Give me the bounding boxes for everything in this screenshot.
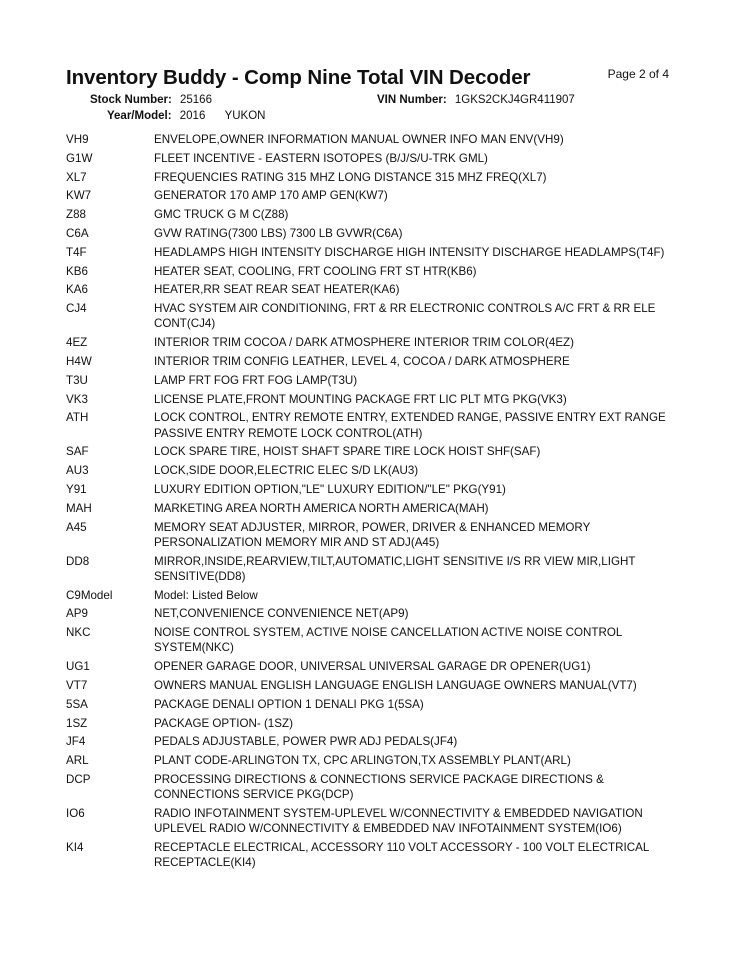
stock-number (90, 94, 212, 106)
option-code: KW7 (66, 189, 92, 203)
option-code: 1SZ (66, 716, 88, 730)
option-description: PLANT CODE-ARLINGTON TX, CPC ARLINGTON,TX ASSEMBLY PLANT(ARL) (154, 754, 571, 768)
option-row (66, 207, 680, 222)
option-code: C9Model (66, 588, 113, 602)
option-row (66, 226, 680, 241)
option-code: H4W (66, 354, 92, 368)
option-description: HEADLAMPS HIGH INTENSITY DISCHARGE HIGH INTENSITY DISCHARGE HEADLAMPS(T4F) (154, 245, 665, 259)
option-row (66, 301, 680, 331)
document-title: Inventory Buddy - Comp Nine Total VIN Decoder (66, 66, 531, 89)
option-row (66, 501, 680, 516)
option-code: CJ4 (66, 302, 87, 316)
option-description: LUXURY EDITION OPTION,"LE" LUXURY EDITION/"LE" PKG(Y91) (154, 482, 506, 496)
option-description: FLEET INCENTIVE - EASTERN ISOTOPES (B/J/S/U-TRK GML) (154, 151, 488, 165)
option-code: KI4 (66, 840, 84, 854)
option-code: G1W (66, 151, 93, 165)
model-value: YUKON (224, 110, 266, 122)
option-row (66, 392, 680, 407)
option-code: AU3 (66, 464, 89, 478)
option-row (66, 170, 680, 185)
option-description: GMC TRUCK G M C(Z88) (154, 208, 289, 222)
option-code: XL7 (66, 170, 87, 184)
option-description: MIRROR,INSIDE,REARVIEW,TILT,AUTOMATIC,LIGHT SENSITIVE I/S RR VIEW MIR,LIGHT SENSITIVE(DD8) (154, 554, 636, 583)
option-description: NET,CONVENIENCE CONVENIENCE NET(AP9) (154, 607, 409, 621)
option-description: HEATER SEAT, COOLING, FRT COOLING FRT ST HTR(KB6) (154, 264, 477, 278)
option-code: AP9 (66, 607, 88, 621)
option-description: Model: Listed Below (154, 588, 258, 602)
option-description: PACKAGE DENALI OPTION 1 DENALI PKG 1(5SA) (154, 697, 424, 711)
option-description: HEATER,RR SEAT REAR SEAT HEATER(KA6) (154, 283, 400, 297)
option-description: FREQUENCIES RATING 315 MHZ LONG DISTANCE 315 MHZ FREQ(XL7) (154, 170, 547, 184)
option-row (66, 410, 680, 440)
option-code: KA6 (66, 283, 88, 297)
option-row (66, 659, 680, 674)
option-description: HVAC SYSTEM AIR CONDITIONING, FRT & RR ELECTRONIC CONTROLS A/C FRT & RR ELE CONT(CJ4) (154, 302, 656, 331)
option-code: DCP (66, 772, 91, 786)
option-code: IO6 (66, 806, 85, 820)
year-value: 2016 (179, 110, 206, 122)
option-row (66, 772, 680, 802)
option-row (66, 520, 680, 550)
year-model (107, 110, 265, 122)
option-row (66, 335, 680, 350)
option-row (66, 588, 680, 603)
option-description: LOCK CONTROL, ENTRY REMOTE ENTRY, EXTENDED RANGE, PASSIVE ENTRY EXT RANGE PASSIVE ENTRY REMOTE LOCK CONTROL(ATH) (154, 411, 666, 440)
option-row (66, 188, 680, 203)
option-code: JF4 (66, 735, 86, 749)
option-row (66, 264, 680, 279)
option-description: LOCK SPARE TIRE, HOIST SHAFT SPARE TIRE LOCK HOIST SHF(SAF) (154, 445, 541, 459)
option-description: RADIO INFOTAINMENT SYSTEM-UPLEVEL W/CONNECTIVITY & EMBEDDED NAVIGATION UPLEVEL RADIO W/CONNECTIVITY & EMBEDDED NAV INFOTAINMENT SYSTEM(IO6) (154, 806, 643, 836)
option-code: UG1 (66, 660, 90, 674)
option-description: GENERATOR 170 AMP 170 AMP GEN(KW7) (154, 189, 388, 203)
option-code: VK3 (66, 392, 88, 406)
option-code: DD8 (66, 554, 90, 568)
option-description: MEMORY SEAT ADJUSTER, MIRROR, POWER, DRIVER & ENHANCED MEMORY PERSONALIZATION MEMORY MIR AND ST ADJ(A45) (154, 520, 591, 549)
option-description: INTERIOR TRIM CONFIG LEATHER, LEVEL 4, COCOA / DARK ATMOSPHERE (154, 354, 570, 368)
option-code: VH9 (66, 133, 89, 146)
option-description: MARKETING AREA NORTH AMERICA NORTH AMERICA(MAH) (154, 501, 489, 515)
option-code-list (66, 132, 680, 874)
option-description: PROCESSING DIRECTIONS & CONNECTIONS SERVICE PACKAGE DIRECTIONS & CONNECTIONS SERVICE PKG(DCP) (154, 772, 604, 802)
option-row (66, 806, 680, 836)
option-row (66, 840, 680, 870)
stock-number-value: 25166 (180, 94, 212, 106)
year-model-label: Year/Model: (107, 110, 172, 122)
option-row (66, 606, 680, 621)
option-row (66, 151, 680, 166)
option-description: LAMP FRT FOG FRT FOG LAMP(T3U) (154, 373, 358, 387)
option-code: MAH (66, 501, 92, 515)
vin-number (377, 94, 575, 106)
option-code: T4F (66, 245, 87, 259)
option-row (66, 482, 680, 497)
option-code: ATH (66, 411, 89, 425)
option-code: A45 (66, 520, 87, 534)
option-row (66, 625, 680, 655)
option-row (66, 697, 680, 712)
option-description: PEDALS ADJUSTABLE, POWER PWR ADJ PEDALS(JF4) (154, 735, 458, 749)
option-code: Y91 (66, 482, 87, 496)
option-description: OWNERS MANUAL ENGLISH LANGUAGE ENGLISH LANGUAGE OWNERS MANUAL(VT7) (154, 678, 637, 692)
stock-number-label: Stock Number: (90, 94, 172, 106)
option-description: GVW RATING(7300 LBS) 7300 LB GVWR(C6A) (154, 226, 403, 240)
option-row (66, 753, 680, 768)
option-code: Z88 (66, 208, 86, 222)
option-code: C6A (66, 226, 89, 240)
option-code: ARL (66, 754, 89, 768)
option-row (66, 678, 680, 693)
option-description: PACKAGE OPTION- (1SZ) (154, 716, 293, 730)
option-row (66, 373, 680, 388)
page-number: Page 2 of 4 (607, 67, 669, 81)
option-description: INTERIOR TRIM COCOA / DARK ATMOSPHERE INTERIOR TRIM COLOR(4EZ) (154, 336, 574, 350)
option-code: T3U (66, 373, 88, 387)
option-row (66, 245, 680, 260)
option-description: LOCK,SIDE DOOR,ELECTRIC ELEC S/D LK(AU3) (154, 464, 419, 478)
option-description: NOISE CONTROL SYSTEM, ACTIVE NOISE CANCELLATION ACTIVE NOISE CONTROL SYSTEM(NKC) (154, 626, 622, 655)
option-code: SAF (66, 445, 89, 459)
option-row (66, 132, 680, 147)
option-row (66, 716, 680, 731)
option-row (66, 444, 680, 459)
option-code: NKC (66, 626, 91, 640)
option-description: OPENER GARAGE DOOR, UNIVERSAL UNIVERSAL GARAGE DR OPENER(UG1) (154, 660, 591, 674)
option-description: RECEPTACLE ELECTRICAL, ACCESSORY 110 VOLT ACCESSORY - 100 VOLT ELECTRICAL RECEPTACLE(KI4) (154, 840, 649, 870)
option-row (66, 463, 680, 478)
option-row (66, 282, 680, 297)
option-code: VT7 (66, 678, 88, 692)
vin-number-label: VIN Number: (377, 94, 447, 106)
vin-number-value: 1GKS2CKJ4GR411907 (454, 94, 575, 106)
option-row (66, 554, 680, 584)
option-description: ENVELOPE,OWNER INFORMATION MANUAL OWNER INFO MAN ENV(VH9) (154, 133, 564, 146)
option-description: LICENSE PLATE,FRONT MOUNTING PACKAGE FRT LIC PLT MTG PKG(VK3) (154, 392, 567, 406)
option-code: KB6 (66, 264, 88, 278)
option-row (66, 354, 680, 369)
option-code: 4EZ (66, 336, 88, 350)
option-code: 5SA (66, 697, 88, 711)
option-row (66, 734, 680, 749)
